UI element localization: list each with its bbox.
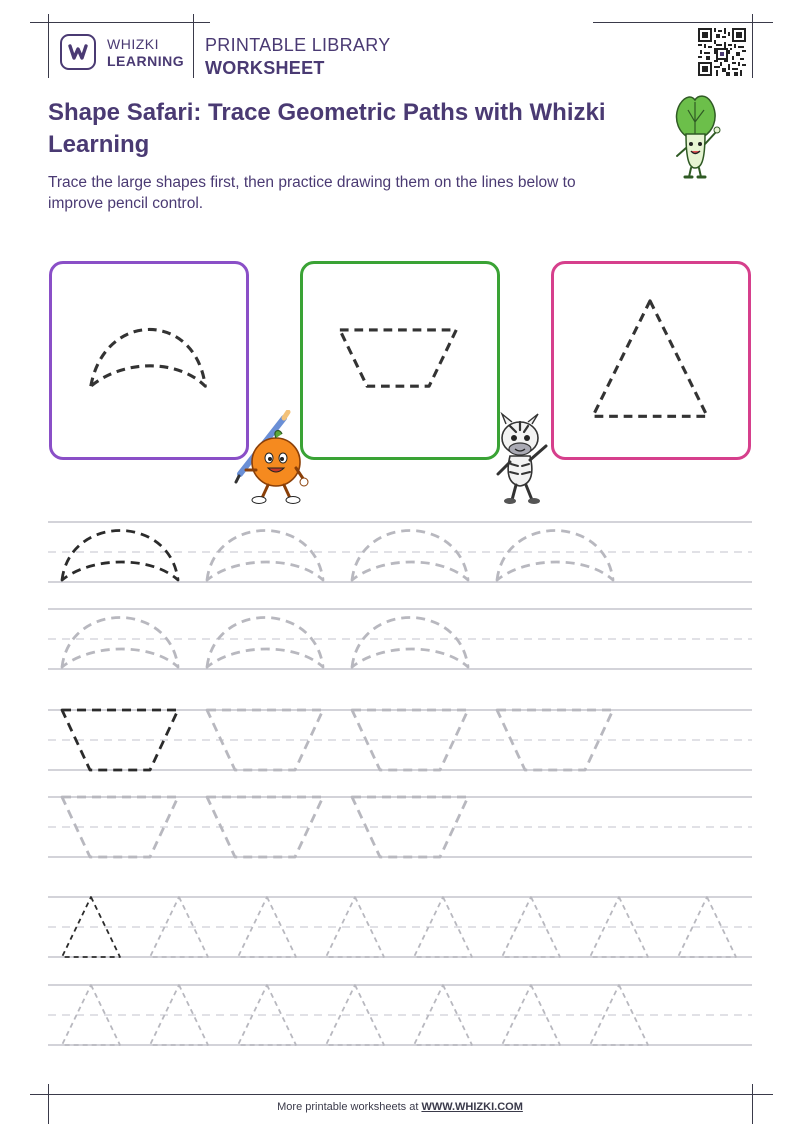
crescent-practice-shape [62, 531, 178, 581]
crescent-practice-shape [207, 618, 323, 668]
frame-right-vline [752, 14, 753, 78]
brand-name-line1: WHIZKI [107, 36, 159, 52]
triangle-practice-shape [414, 985, 472, 1045]
zebra-mascot [490, 408, 556, 506]
worksheet-instructions: Trace the large shapes first, then practice drawing them on the lines below to improve pencil control. [48, 174, 576, 212]
orange-mascot [232, 410, 312, 508]
frame-left-vline [48, 14, 49, 78]
triangle-practice-shape [502, 985, 560, 1045]
frame-top-left-line [30, 22, 210, 23]
trapezoid-practice-shape [207, 797, 323, 857]
brand-name-line2: LEARNING [107, 53, 185, 69]
crescent-practice-shape [207, 531, 323, 581]
trapezoid-practice-shape [352, 710, 468, 770]
crescent-shape-box [49, 261, 249, 460]
bok-choy-mascot [664, 92, 726, 180]
library-label: PRINTABLE LIBRARY [205, 35, 391, 55]
trapezoid-practice-shape [352, 797, 468, 857]
triangle-practice-shape [62, 985, 120, 1045]
footer [0, 1101, 800, 1113]
triangle-practice-shape [150, 897, 208, 957]
triangle-trace-shape [554, 264, 748, 457]
trapezoid-practice-shape [62, 797, 178, 857]
crescent-practice-shape [497, 531, 613, 581]
frame-bottom-line [30, 1094, 773, 1095]
frame-top-right-line [593, 22, 773, 23]
trapezoid-practice-shape [207, 710, 323, 770]
whizki-logo [60, 34, 96, 70]
triangle-practice-shape [326, 985, 384, 1045]
footer-text: More printable worksheets at [277, 1101, 422, 1113]
triangle-practice-shape [414, 897, 472, 957]
triangle-practice-shape [326, 897, 384, 957]
trapezoid-practice-shape [497, 710, 613, 770]
crescent-practice-shape [352, 531, 468, 581]
triangle-practice-shape [590, 897, 648, 957]
qr-code-icon [698, 28, 746, 76]
footer-link[interactable]: WWW.WHIZKI.COM [421, 1101, 523, 1113]
frame-divider-vline [193, 14, 194, 78]
crescent-practice-shape [62, 618, 178, 668]
triangle-practice-shape [678, 897, 736, 957]
triangle-practice-shape [502, 897, 560, 957]
triangle-practice-shape [150, 985, 208, 1045]
triangle-shape-box [551, 261, 751, 460]
triangle-practice-shape [62, 897, 120, 957]
triangle-practice-shape [590, 985, 648, 1045]
crescent-practice-shape [352, 618, 468, 668]
crescent-trace-shape [52, 264, 246, 457]
worksheet-label: WORKSHEET [205, 58, 325, 78]
worksheet-title: Shape Safari: Trace Geometric Paths with Whizki Learning [48, 99, 606, 158]
whizki-logo-icon [67, 41, 89, 63]
trapezoid-shape-box [300, 261, 500, 460]
trapezoid-trace-shape [303, 264, 497, 457]
triangle-practice-shape [238, 985, 296, 1045]
triangle-practice-shape [238, 897, 296, 957]
trapezoid-practice-shape [62, 710, 178, 770]
